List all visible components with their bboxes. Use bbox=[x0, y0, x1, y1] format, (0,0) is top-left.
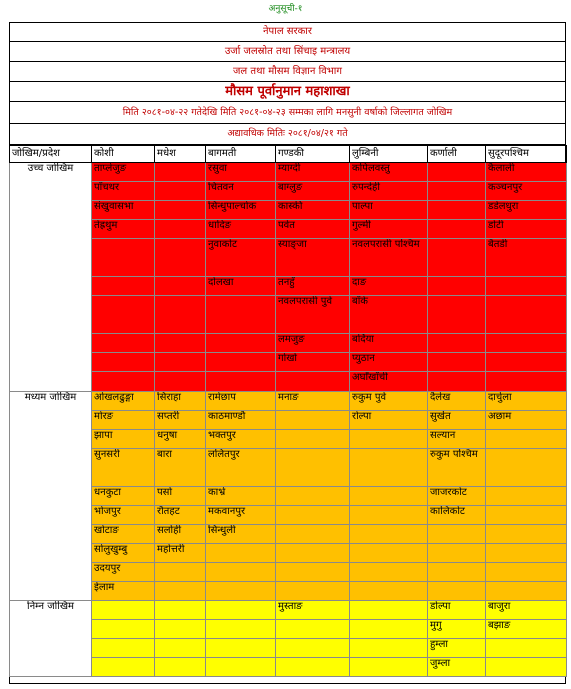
district-cell bbox=[486, 296, 567, 334]
district-cell: नवलपरासी पुर्व bbox=[276, 296, 350, 334]
district-cell: दैलेख bbox=[428, 392, 486, 411]
district-cell bbox=[428, 563, 486, 582]
table-header-row bbox=[10, 146, 567, 163]
district-cell bbox=[276, 506, 350, 525]
table-row bbox=[10, 353, 567, 372]
district-cell bbox=[486, 430, 567, 449]
district-cell bbox=[206, 296, 276, 334]
district-cell: गुल्मी bbox=[350, 220, 428, 239]
district-cell: पाल्पा bbox=[350, 201, 428, 220]
department-name: जल तथा मौसम विज्ञान विभाग bbox=[9, 62, 566, 82]
district-cell: सुर्खेत bbox=[428, 411, 486, 430]
column-header: सुदूरपश्चिम bbox=[486, 146, 567, 163]
district-cell bbox=[276, 372, 350, 392]
district-cell bbox=[155, 277, 206, 296]
district-cell bbox=[206, 639, 276, 658]
district-cell bbox=[276, 544, 350, 563]
district-cell bbox=[92, 639, 155, 658]
district-cell: बाजुरा bbox=[486, 601, 567, 620]
table-row bbox=[10, 411, 567, 430]
district-cell bbox=[206, 334, 276, 353]
district-cell bbox=[486, 449, 567, 487]
district-cell bbox=[486, 639, 567, 658]
district-cell: नवलपरासी पश्चिम bbox=[350, 239, 428, 277]
district-cell bbox=[350, 620, 428, 639]
district-cell bbox=[155, 334, 206, 353]
district-cell bbox=[92, 353, 155, 372]
district-cell bbox=[155, 353, 206, 372]
district-cell: झापा bbox=[92, 430, 155, 449]
district-cell bbox=[155, 239, 206, 277]
district-cell: स्याङ्जा bbox=[276, 239, 350, 277]
district-cell bbox=[486, 544, 567, 563]
district-cell: कालिकोट bbox=[428, 506, 486, 525]
table-row bbox=[10, 563, 567, 582]
district-cell bbox=[428, 277, 486, 296]
district-cell bbox=[428, 544, 486, 563]
district-cell bbox=[486, 582, 567, 601]
district-cell bbox=[206, 353, 276, 372]
district-cell bbox=[428, 201, 486, 220]
column-header: कोशी bbox=[92, 146, 155, 163]
district-cell bbox=[92, 239, 155, 277]
district-cell: मकवानपुर bbox=[206, 506, 276, 525]
district-cell: लमजुङ bbox=[276, 334, 350, 353]
district-cell: भक्तपुर bbox=[206, 430, 276, 449]
district-cell: धनकुटा bbox=[92, 487, 155, 506]
district-cell bbox=[350, 601, 428, 620]
district-cell: बाग्लुङ bbox=[276, 182, 350, 201]
district-cell: तनहुँ bbox=[276, 277, 350, 296]
risk-level-label: मध्यम जोखिम bbox=[10, 392, 92, 601]
district-cell: बाँके bbox=[350, 296, 428, 334]
column-header: बागमती bbox=[206, 146, 276, 163]
district-cell: चितवन bbox=[206, 182, 276, 201]
district-cell: अर्घाँखाँची bbox=[350, 372, 428, 392]
district-cell bbox=[428, 163, 486, 182]
district-cell bbox=[276, 525, 350, 544]
district-cell bbox=[276, 620, 350, 639]
district-cell: उदयपुर bbox=[92, 563, 155, 582]
district-cell bbox=[92, 277, 155, 296]
table-row bbox=[10, 296, 567, 334]
district-cell bbox=[276, 430, 350, 449]
district-cell bbox=[428, 220, 486, 239]
column-header: कर्णाली bbox=[428, 146, 486, 163]
district-cell: रामेछाप bbox=[206, 392, 276, 411]
district-cell: मोरङ bbox=[92, 411, 155, 430]
district-cell bbox=[92, 620, 155, 639]
district-cell: पर्वत bbox=[276, 220, 350, 239]
district-cell: ओखलढुङ्गा bbox=[92, 392, 155, 411]
district-cell bbox=[350, 449, 428, 487]
district-cell: सिराहा bbox=[155, 392, 206, 411]
district-cell: दोलखा bbox=[206, 277, 276, 296]
district-cell: मुस्ताङ bbox=[276, 601, 350, 620]
district-cell bbox=[155, 182, 206, 201]
table-row bbox=[10, 487, 567, 506]
district-cell: अछाम bbox=[486, 411, 567, 430]
district-cell: बैतडी bbox=[486, 239, 567, 277]
district-cell: बर्दिया bbox=[350, 334, 428, 353]
district-cell: कास्की bbox=[276, 201, 350, 220]
district-cell bbox=[428, 239, 486, 277]
district-cell bbox=[155, 220, 206, 239]
district-cell: हुम्ला bbox=[428, 639, 486, 658]
district-cell bbox=[206, 563, 276, 582]
table-row bbox=[10, 239, 567, 277]
table-row bbox=[10, 277, 567, 296]
table-body bbox=[10, 163, 567, 677]
district-cell bbox=[350, 430, 428, 449]
district-cell: मनाङ bbox=[276, 392, 350, 411]
district-cell bbox=[276, 563, 350, 582]
district-cell bbox=[155, 639, 206, 658]
district-cell bbox=[276, 449, 350, 487]
district-cell: मुगु bbox=[428, 620, 486, 639]
district-cell bbox=[350, 658, 428, 677]
district-cell bbox=[350, 525, 428, 544]
district-cell: जुम्ला bbox=[428, 658, 486, 677]
annex-label: अनुसूची-१ bbox=[268, 4, 303, 14]
district-cell: सल्यान bbox=[428, 430, 486, 449]
table-row bbox=[10, 182, 567, 201]
district-cell bbox=[350, 506, 428, 525]
district-cell: बझाङ bbox=[486, 620, 567, 639]
district-cell: सुनसरी bbox=[92, 449, 155, 487]
district-cell: रुकुम पुर्व bbox=[350, 392, 428, 411]
district-cell bbox=[276, 487, 350, 506]
district-cell bbox=[155, 658, 206, 677]
district-cell bbox=[276, 658, 350, 677]
table-row bbox=[10, 449, 567, 487]
risk-table bbox=[9, 145, 567, 677]
district-cell: कञ्चनपुर bbox=[486, 182, 567, 201]
district-cell bbox=[350, 563, 428, 582]
district-cell: दाङ bbox=[350, 277, 428, 296]
district-cell bbox=[92, 334, 155, 353]
district-cell: धनुषा bbox=[155, 430, 206, 449]
district-cell bbox=[92, 296, 155, 334]
district-cell bbox=[92, 658, 155, 677]
table-row bbox=[10, 201, 567, 220]
district-cell: डोल्पा bbox=[428, 601, 486, 620]
district-cell: कपिलवस्तु bbox=[350, 163, 428, 182]
district-cell: भोजपुर bbox=[92, 506, 155, 525]
district-cell bbox=[486, 372, 567, 392]
district-cell bbox=[428, 182, 486, 201]
column-header: जोखिम/प्रदेश bbox=[10, 146, 92, 163]
district-cell bbox=[206, 582, 276, 601]
district-cell: बारा bbox=[155, 449, 206, 487]
district-cell bbox=[206, 601, 276, 620]
district-cell: ललितपुर bbox=[206, 449, 276, 487]
table-row bbox=[10, 334, 567, 353]
district-cell: सप्तरी bbox=[155, 411, 206, 430]
district-cell: महोत्तरी bbox=[155, 544, 206, 563]
district-cell bbox=[350, 582, 428, 601]
district-cell: रोल्पा bbox=[350, 411, 428, 430]
table-row bbox=[10, 544, 567, 563]
district-cell: रुकुम पश्चिम bbox=[428, 449, 486, 487]
district-cell: रुपन्देही bbox=[350, 182, 428, 201]
district-cell bbox=[428, 372, 486, 392]
district-cell bbox=[155, 620, 206, 639]
district-cell bbox=[276, 639, 350, 658]
district-cell bbox=[428, 525, 486, 544]
district-cell: पाँचथर bbox=[92, 182, 155, 201]
ministry-name: उर्जा जलस्रोत तथा सिंचाइ मन्त्रालय bbox=[9, 42, 566, 62]
district-cell bbox=[276, 582, 350, 601]
district-cell bbox=[155, 601, 206, 620]
district-cell bbox=[428, 296, 486, 334]
district-cell: जाजरकोट bbox=[428, 487, 486, 506]
district-cell: काठमाण्डौ bbox=[206, 411, 276, 430]
district-cell bbox=[428, 334, 486, 353]
division-name: मौसम पूर्वानुमान महाशाखा bbox=[9, 82, 566, 102]
district-cell: सोलुखुम्बु bbox=[92, 544, 155, 563]
district-cell bbox=[206, 658, 276, 677]
table-row bbox=[10, 601, 567, 620]
district-cell bbox=[428, 353, 486, 372]
table-row bbox=[10, 658, 567, 677]
district-cell: सिन्धुली bbox=[206, 525, 276, 544]
table-row bbox=[10, 163, 567, 182]
district-cell bbox=[206, 544, 276, 563]
district-cell: डोटी bbox=[486, 220, 567, 239]
district-cell: ईलाम bbox=[92, 582, 155, 601]
district-cell bbox=[486, 563, 567, 582]
district-cell: म्याग्दी bbox=[276, 163, 350, 182]
district-cell bbox=[155, 582, 206, 601]
district-cell bbox=[486, 525, 567, 544]
district-cell: संखुवासभा bbox=[92, 201, 155, 220]
column-header: लुम्बिनी bbox=[350, 146, 428, 163]
district-cell: रौतहट bbox=[155, 506, 206, 525]
district-cell: धादिङ bbox=[206, 220, 276, 239]
column-header: मधेश bbox=[155, 146, 206, 163]
column-header: गण्डकी bbox=[276, 146, 350, 163]
table-row bbox=[10, 220, 567, 239]
risk-level-label: निम्न जोखिम bbox=[10, 601, 92, 677]
district-cell: नुवाकोट bbox=[206, 239, 276, 277]
table-row bbox=[10, 392, 567, 411]
district-cell: कैलाली bbox=[486, 163, 567, 182]
district-cell: काभ्रे bbox=[206, 487, 276, 506]
district-cell: खोटाङ bbox=[92, 525, 155, 544]
district-cell bbox=[276, 411, 350, 430]
table-row bbox=[10, 582, 567, 601]
district-cell bbox=[206, 620, 276, 639]
report-title: मिति २०८१-०४-२२ गतेदेखि मिति २०८१-०४-२३ सम्मका लागि मनसुनी वर्षाको जिल्लागत जोखिम bbox=[9, 102, 566, 124]
table-row bbox=[10, 620, 567, 639]
table-row bbox=[10, 525, 567, 544]
district-cell bbox=[155, 563, 206, 582]
district-cell bbox=[92, 372, 155, 392]
district-cell: दार्चुला bbox=[486, 392, 567, 411]
district-cell: गोर्खा bbox=[276, 353, 350, 372]
district-cell: रसुवा bbox=[206, 163, 276, 182]
government-name: नेपाल सरकार bbox=[9, 22, 566, 42]
district-cell bbox=[486, 353, 567, 372]
district-cell: ताप्लेजुङ bbox=[92, 163, 155, 182]
district-cell bbox=[155, 372, 206, 392]
district-cell bbox=[486, 277, 567, 296]
table-row bbox=[10, 372, 567, 392]
district-cell bbox=[155, 163, 206, 182]
district-cell bbox=[92, 601, 155, 620]
district-cell: सर्लाही bbox=[155, 525, 206, 544]
district-cell bbox=[155, 296, 206, 334]
district-cell bbox=[486, 506, 567, 525]
table-row bbox=[10, 430, 567, 449]
district-cell bbox=[155, 201, 206, 220]
district-cell: तेह्रथुम bbox=[92, 220, 155, 239]
district-cell bbox=[350, 639, 428, 658]
district-cell bbox=[206, 372, 276, 392]
table-row bbox=[10, 639, 567, 658]
updated-date: अद्यावधिक मितिः २०८१/०४/२१ गते bbox=[9, 124, 566, 145]
district-cell: प्युठान bbox=[350, 353, 428, 372]
district-cell: पर्सा bbox=[155, 487, 206, 506]
district-cell bbox=[428, 582, 486, 601]
district-cell: सिन्धुपाल्चोक bbox=[206, 201, 276, 220]
district-cell bbox=[486, 658, 567, 677]
district-cell bbox=[486, 487, 567, 506]
risk-level-label: उच्च जोखिम bbox=[10, 163, 92, 392]
district-cell bbox=[350, 487, 428, 506]
district-cell bbox=[350, 544, 428, 563]
district-cell: डडेलधुरा bbox=[486, 201, 567, 220]
district-cell bbox=[486, 334, 567, 353]
table-row bbox=[10, 506, 567, 525]
